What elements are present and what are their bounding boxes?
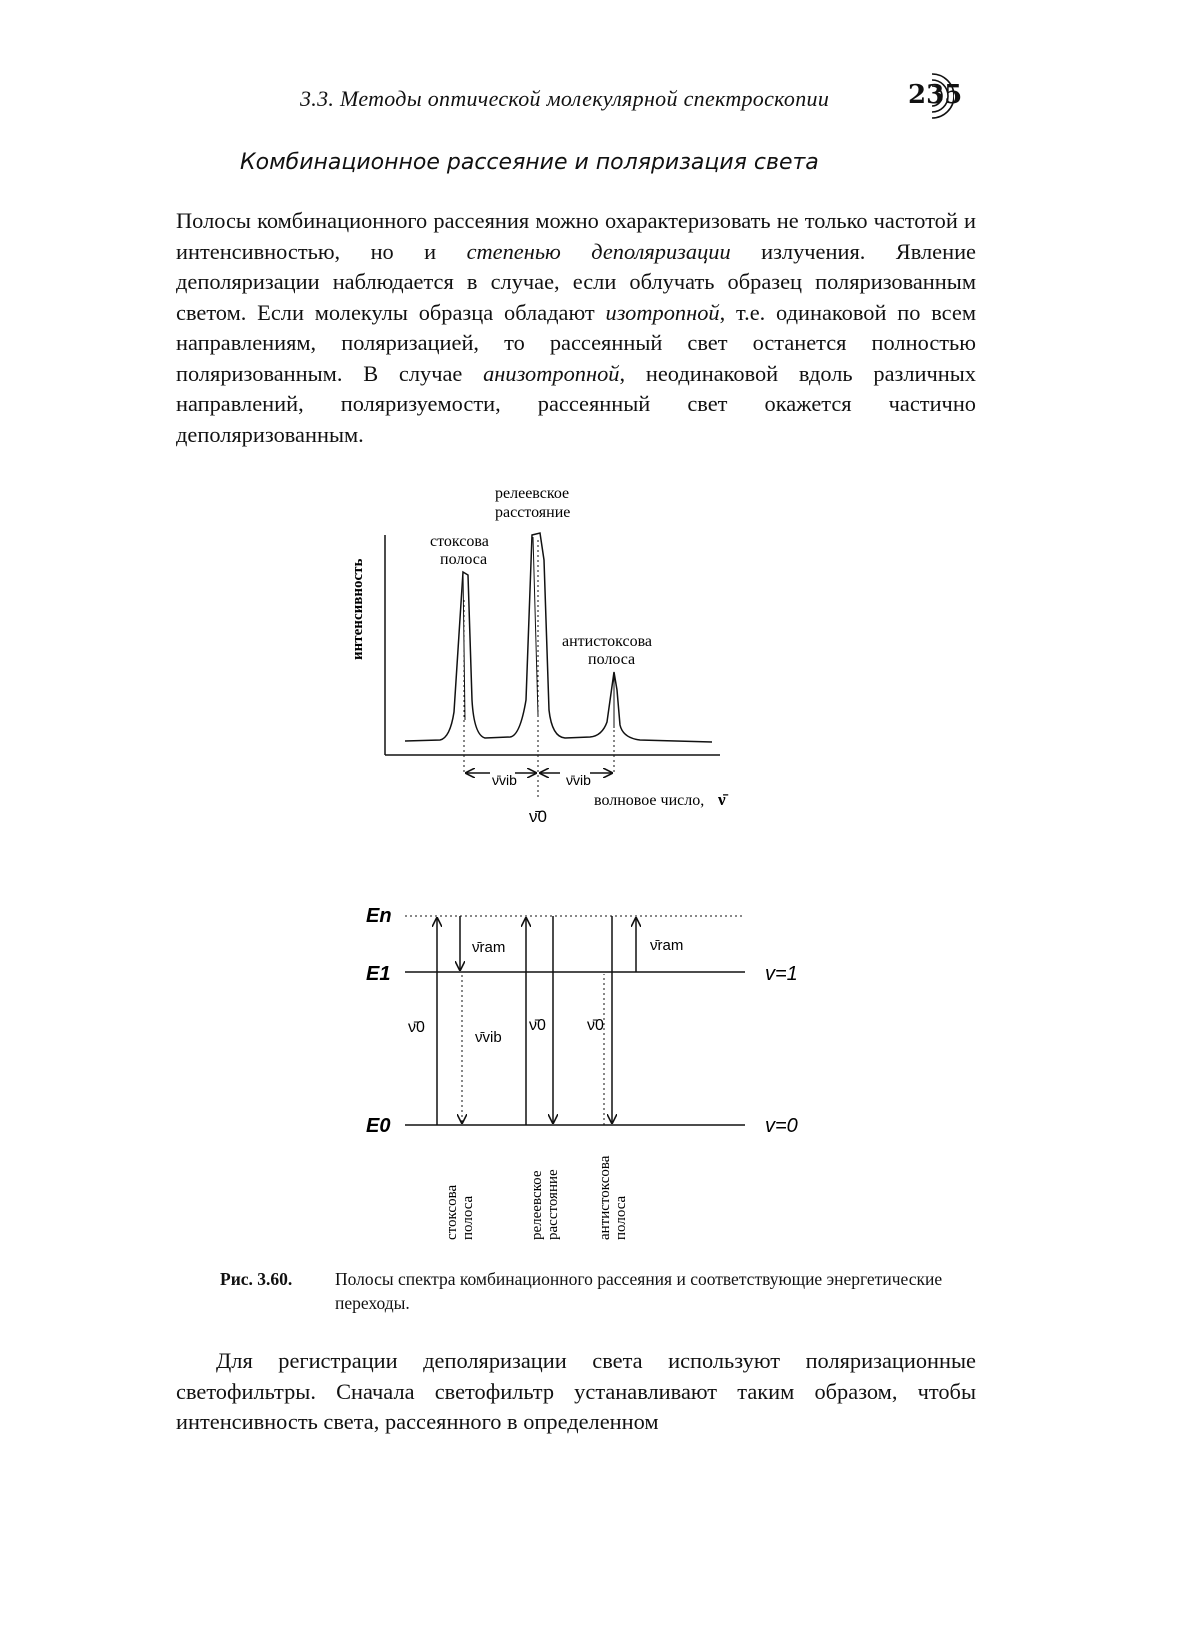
nu0-label-a: ν̄0 <box>408 1019 425 1036</box>
spectrum-y-label: интенсивность <box>350 558 366 660</box>
x-axis-symbol: ν̄ <box>718 790 726 809</box>
antistokes-label-line2: полоса <box>588 651 636 668</box>
paragraph-2: Для регистрации деполяризации света используют поляризационные светофильтры. Сначала светофильтр устанавливают таким образом, чтобы интенсивность света, рассеянного в определенном <box>176 1348 976 1434</box>
vib-label-right: ν̄vib <box>566 772 591 788</box>
stokes-label-line1: стоксова <box>430 533 489 550</box>
rayleigh-label-line1: релеевское <box>495 485 570 502</box>
bottom-antistokes-line1: антистоксова <box>597 1155 613 1240</box>
paragraph-1-emphasis-b: изотропной <box>605 299 720 325</box>
paragraph-1-text-d: , неодинаковой вдоль различных направлений, поляризуемости, рассеянный свет окажется частично деполяризованным. <box>176 360 976 447</box>
level-E0-label: E0 <box>366 1115 391 1137</box>
paragraph-1-text-c: , т.е. одинаковой по всем направлениям, поляризацией, то рассеянный свет останется полностью поляризованным. В случае <box>176 299 976 386</box>
figure-caption <box>220 1267 980 1315</box>
paragraph-1-text-b: излучения. Явление деполяризации наблюдается в случае, если облучать образец поляризованным светом. Если молекулы образца обладают <box>176 238 976 325</box>
bottom-stokes-line2: полоса <box>460 1195 476 1240</box>
bottom-rayleigh-line1: релеевское <box>529 1170 545 1240</box>
nu-vib-label: ν̄vib <box>475 1029 502 1046</box>
bottom-stokes-line1: стоксова <box>444 1184 460 1240</box>
caption-text: Полосы спектра комбинационного рассеяния и соответствующие энергетические переходы. <box>335 1269 943 1313</box>
v1-label: v=1 <box>765 963 798 985</box>
nu-ram-right-label: ν̄ram <box>650 937 684 954</box>
page-number: 235 <box>908 80 963 110</box>
section-title: Комбинационное рассеяние и поляризация света <box>240 150 819 175</box>
x-axis-label: волновое число, <box>594 792 705 809</box>
level-En-label: En <box>366 905 392 927</box>
level-E1-label: E1 <box>366 963 391 985</box>
v0-label: v=0 <box>765 1115 798 1137</box>
antistokes-label-line1: антистоксова <box>562 633 653 650</box>
caption-label: Рис. 3.60. <box>220 1269 293 1289</box>
bottom-antistokes-line2: полоса <box>613 1195 629 1240</box>
nu0-label: ν̄0 <box>529 807 547 826</box>
nu0-label-b: ν̄0 <box>529 1017 546 1034</box>
nu-ram-left-label: ν̄ram <box>472 939 506 956</box>
paragraph-1-emphasis-a: степенью деполяризации <box>466 238 731 264</box>
raman-spectrum <box>350 485 729 826</box>
energy-diagram <box>366 905 798 1240</box>
bottom-rayleigh-line2: расстояние <box>545 1169 561 1240</box>
vib-label-left: ν̄vib <box>492 772 517 788</box>
paragraph-1-text-a: Полосы комбинационного рассеяния можно охарактеризовать не только частотой и интенсивностью, но и <box>176 208 976 264</box>
running-head: 3.3. Методы оптической молекулярной спектроскопии <box>300 86 830 111</box>
paragraph-1-emphasis-c: анизотропной <box>483 360 620 386</box>
stokes-label-line2: полоса <box>440 551 488 568</box>
nu0-label-c: ν̄0 <box>587 1017 604 1034</box>
rayleigh-label-line2: расстояние <box>495 504 571 521</box>
